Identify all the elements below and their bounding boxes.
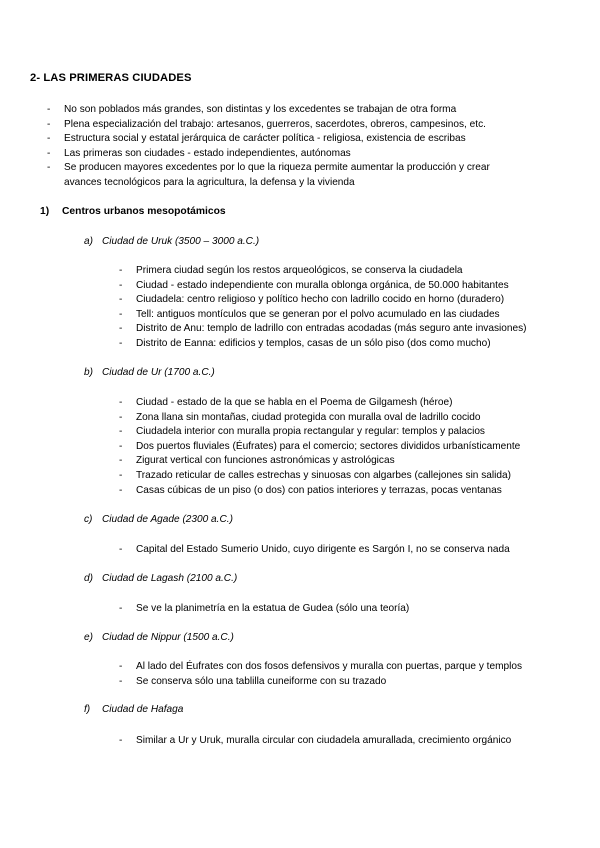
list-item: - Ciudadela: centro religioso y político hecho con ladrillo cocido en horno (duradero) — [119, 294, 505, 306]
page-title: 2- LAS PRIMERAS CIUDADES — [30, 72, 192, 84]
bullet-dash: - — [47, 104, 51, 115]
city-heading-agade: c) Ciudad de Agade (2300 a.C.) — [84, 514, 233, 525]
list-item: - Trazado reticular de calles estrechas y sinuosas con algarbes (callejones sin salida) — [119, 469, 511, 481]
list-item: - Se conserva sólo una tablilla cuneiforme con su trazado — [119, 675, 387, 687]
city-heading-uruk: a) Ciudad de Uruk (3500 – 3000 a.C.) — [84, 236, 260, 247]
list-item: - Ciudadela interior con muralla propia rectangular y regular: templos y palacios — [119, 426, 485, 438]
section-title: Centros urbanos mesopotámicos — [62, 206, 226, 217]
bullet-dash: - — [47, 118, 51, 130]
bullet-dash: - — [47, 133, 51, 145]
section-number: 1) — [40, 206, 50, 217]
city-heading-nippur: e) Ciudad de Nippur (1500 a.C.) — [84, 632, 234, 643]
list-item: - No son poblados más grandes, son distintas y los excedentes se trabajan de otra forma — [64, 103, 490, 118]
city-heading-lagash: d) Ciudad de Lagash (2100 a.C.) — [84, 573, 238, 584]
list-item: - Ciudad - estado independiente con muralla oblonga orgánica, de 50.000 habitantes — [119, 279, 509, 291]
list-item-continuation: avances tecnológicos para la agricultura, la defensa y la vivienda — [64, 176, 355, 188]
list-item: - Plena especialización del trabajo: artesanos, guerreros, sacerdotes, obreros, campesinos, etc. — [64, 118, 490, 133]
bullet-dash: - — [47, 147, 51, 159]
list-item: - Dos puertos fluviales (Éufrates) para el comercio; sectores divididos urbanísticamente — [119, 440, 521, 452]
list-item: - Similar a Ur y Uruk, muralla circular con ciudadela amurallada, crecimiento orgánico — [119, 735, 512, 746]
city-list-agade — [119, 543, 510, 558]
city-heading-ur: b) Ciudad de Ur (1700 a.C.) — [84, 367, 215, 378]
list-item: - Tell: antiguos montículos que se generan por el polvo acumulado en las ciudades — [119, 308, 500, 320]
list-item: - Distrito de Anu: templo de ladrillo con entradas acodadas (más seguro ante invasiones) — [119, 323, 527, 335]
city-list-uruk — [119, 264, 527, 352]
bullet-dash: - — [47, 162, 51, 174]
city-list-hafaga — [119, 734, 512, 749]
section-heading — [40, 206, 226, 217]
city-list-nippur — [119, 660, 523, 689]
list-item: - Capital del Estado Sumerio Unido, cuyo dirigente es Sargón I, no se conserva nada — [119, 544, 510, 555]
list-item: - Se ve la planimetría en la estatua de Gudea (sólo una teoría) — [119, 603, 410, 614]
list-item: - Casas cúbicas de un piso (o dos) con patios interiores y terrazas, pocas ventanas — [119, 484, 502, 496]
list-item: - Distrito de Eanna: edificios y templos, casas de un sólo piso (dos como mucho) — [119, 337, 491, 349]
list-item: - Primera ciudad según los restos arqueológicos, se conserva la ciudadela — [119, 265, 463, 276]
list-item: - Zigurat vertical con funciones astronómicas y astrológicas — [119, 455, 395, 467]
intro-list — [47, 103, 490, 191]
city-heading-hafaga: f) Ciudad de Hafaga — [84, 704, 184, 715]
list-item: - Las primeras son ciudades - estado independientes, autónomas — [64, 147, 490, 162]
list-item: - Ciudad - estado de la que se habla en el Poema de Gilgamesh (héroe) — [119, 397, 453, 408]
list-item: - Zona llana sin montañas, ciudad protegida con muralla oval de ladrillo cocido — [119, 411, 481, 423]
city-list-lagash — [119, 602, 410, 617]
list-item: - Estructura social y estatal jerárquica de carácter política - religiosa, existencia de escribas — [64, 132, 490, 147]
list-item: - Se producen mayores excedentes por lo que la riqueza permite aumentar la producción y crear — [64, 161, 490, 176]
list-item: - Al lado del Éufrates con dos fosos defensivos y muralla con puertas, parque y templos — [119, 661, 523, 672]
city-list-ur — [119, 396, 521, 498]
